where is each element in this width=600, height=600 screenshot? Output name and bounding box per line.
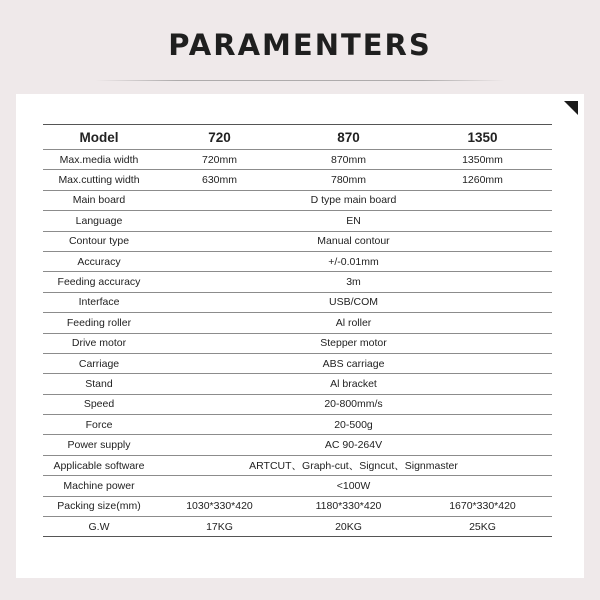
- row-label: Power supply: [43, 435, 155, 455]
- row-label: Contour type: [43, 231, 155, 251]
- row-label: Accuracy: [43, 251, 155, 271]
- row-value: 25KG: [413, 517, 552, 537]
- table-row: [43, 517, 552, 537]
- row-label: Feeding accuracy: [43, 272, 155, 292]
- row-value: 17KG: [155, 517, 284, 537]
- table-row: [43, 272, 552, 292]
- row-value: EN: [155, 211, 552, 231]
- row-value: 1670*330*420: [413, 496, 552, 516]
- table-row: [43, 374, 552, 394]
- row-value: D type main board: [155, 190, 552, 210]
- table-row: [43, 251, 552, 271]
- row-label: Stand: [43, 374, 155, 394]
- row-value: Al bracket: [155, 374, 552, 394]
- row-label: Machine power: [43, 476, 155, 496]
- table-row: [43, 313, 552, 333]
- row-label: Feeding roller: [43, 313, 155, 333]
- header-cell: 720: [155, 125, 284, 150]
- page-title: PARAMENTERS: [168, 28, 432, 62]
- row-value: 20-500g: [155, 415, 552, 435]
- table-row: [43, 476, 552, 496]
- table-row: [43, 415, 552, 435]
- spec-table: [43, 124, 552, 537]
- row-value: 1030*330*420: [155, 496, 284, 516]
- table-row: [43, 211, 552, 231]
- row-value: 780mm: [284, 170, 413, 190]
- row-value: 870mm: [284, 150, 413, 170]
- row-label: Interface: [43, 292, 155, 312]
- row-value: 630mm: [155, 170, 284, 190]
- table-row: [43, 455, 552, 475]
- table-row: [43, 190, 552, 210]
- row-label: G.W: [43, 517, 155, 537]
- table-row: [43, 435, 552, 455]
- row-label: Max.media width: [43, 150, 155, 170]
- table-row: [43, 353, 552, 373]
- row-value: 20-800mm/s: [155, 394, 552, 414]
- row-value: Manual contour: [155, 231, 552, 251]
- table-row: [43, 292, 552, 312]
- row-label: Applicable software: [43, 455, 155, 475]
- row-label: Language: [43, 211, 155, 231]
- row-value: 1180*330*420: [284, 496, 413, 516]
- row-value: ARTCUT、Graph-cut、Signcut、Signmaster: [155, 455, 552, 475]
- row-label: Force: [43, 415, 155, 435]
- row-label: Speed: [43, 394, 155, 414]
- row-value: <100W: [155, 476, 552, 496]
- row-value: 20KG: [284, 517, 413, 537]
- table-header-row: [43, 125, 552, 150]
- row-value: 1260mm: [413, 170, 552, 190]
- row-label: Max.cutting width: [43, 170, 155, 190]
- row-label: Packing size(mm): [43, 496, 155, 516]
- row-value: Stepper motor: [155, 333, 552, 353]
- row-value: 3m: [155, 272, 552, 292]
- row-label: Drive motor: [43, 333, 155, 353]
- header-cell: 1350: [413, 125, 552, 150]
- row-value: AC 90-264V: [155, 435, 552, 455]
- table-row: [43, 333, 552, 353]
- row-value: 1350mm: [413, 150, 552, 170]
- header-cell: Model: [43, 125, 155, 150]
- corner-triangle-icon: [564, 101, 578, 115]
- table-row: [43, 394, 552, 414]
- title-divider: [95, 80, 505, 81]
- row-label: Carriage: [43, 353, 155, 373]
- row-value: Al roller: [155, 313, 552, 333]
- header-cell: 870: [284, 125, 413, 150]
- table-row: [43, 150, 552, 170]
- table-row: [43, 496, 552, 516]
- spec-card: [16, 94, 584, 578]
- row-label: Main board: [43, 190, 155, 210]
- row-value: USB/COM: [155, 292, 552, 312]
- row-value: 720mm: [155, 150, 284, 170]
- row-value: +/-0.01mm: [155, 251, 552, 271]
- table-row: [43, 231, 552, 251]
- row-value: ABS carriage: [155, 353, 552, 373]
- table-row: [43, 170, 552, 190]
